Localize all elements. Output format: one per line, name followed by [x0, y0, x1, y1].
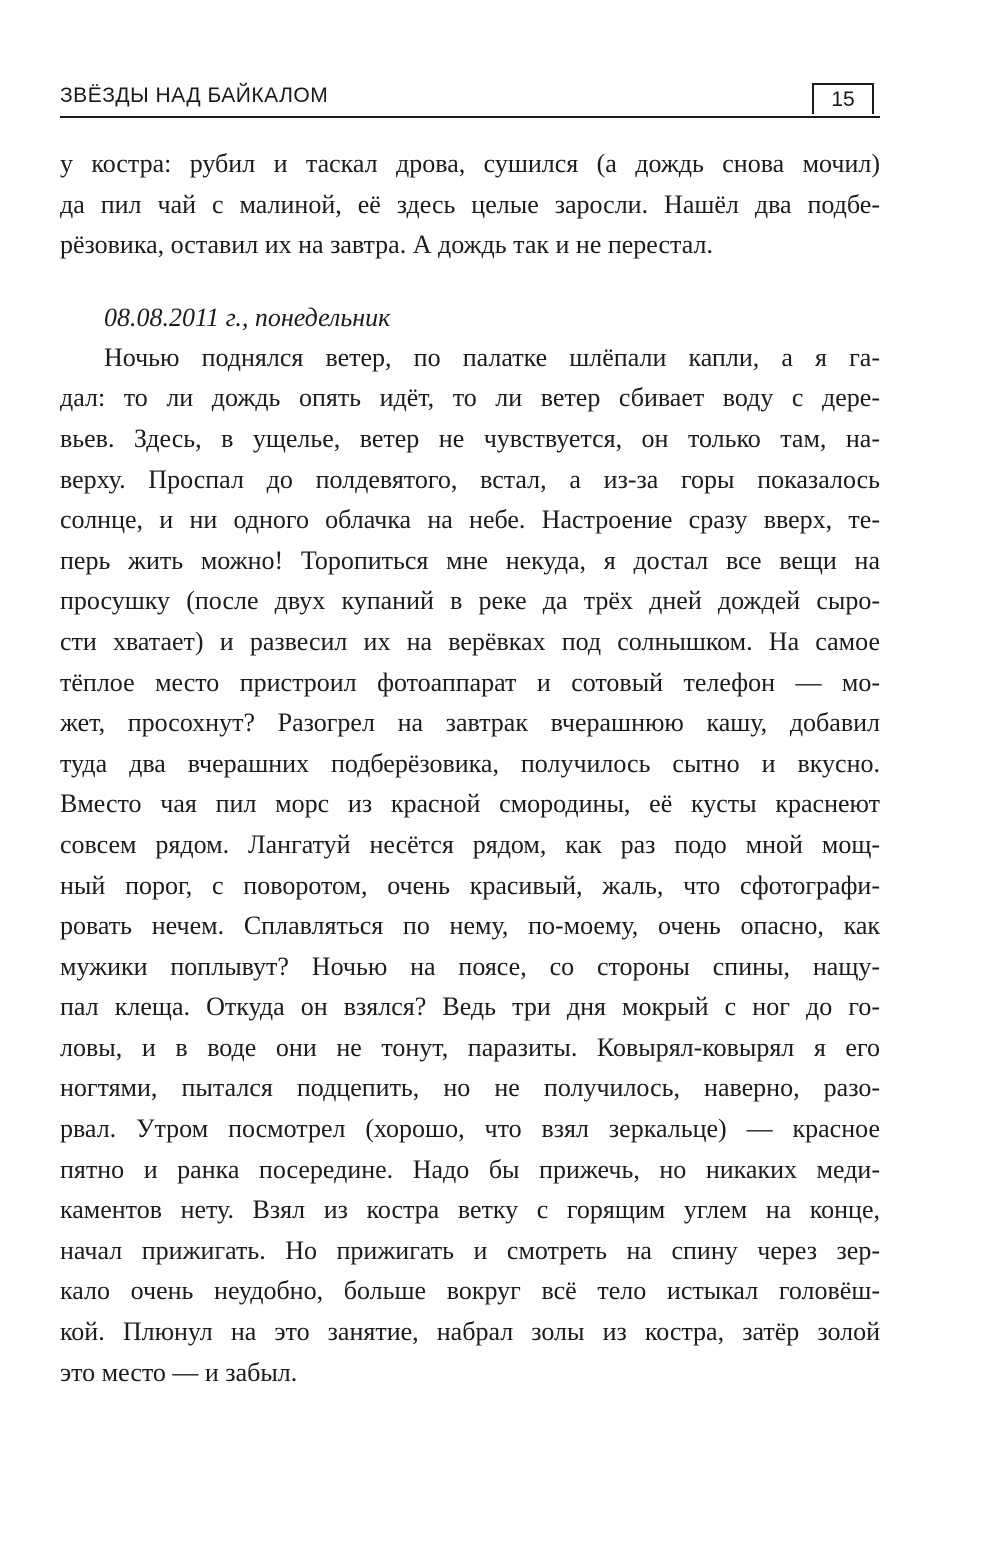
diary-entry-date: 08.08.2011 г., понедельник [104, 302, 391, 332]
section-gap [60, 266, 880, 298]
paragraph-continued [60, 144, 880, 266]
text-line: да пил чай с малиной, её здесь целые заросли. Нашёл два подбе- [60, 189, 880, 219]
text-line: туда два вчерашних подберёзовика, получилось сытно и вкусно. [60, 748, 880, 778]
text-line: перь жить можно! Торопиться мне некуда, я достал все вещи на [60, 545, 880, 575]
paragraph-entry [60, 338, 880, 1393]
text-line: кало очень неудобно, больше вокруг всё тело истыкал головёш- [60, 1276, 880, 1306]
running-header-title: ЗВЁЗДЫ НАД БАЙКАЛОМ [60, 84, 329, 107]
text-line: верху. Проспал до полдевятого, встал, а из-за горы показалось [60, 464, 880, 494]
text-line: пятно и ранка посередине. Надо бы прижечь, но никаких меди- [60, 1154, 880, 1184]
text-line: жет, просохнут? Разогрел на завтрак вчерашнюю кашу, добавил [60, 708, 880, 738]
text-line: солнце, и ни одного облачка на небе. Настроение сразу вверх, те- [60, 505, 880, 535]
header-rule [60, 116, 880, 118]
body-text [60, 144, 880, 1393]
text-line: ногтями, пытался подцепить, но не получилось, наверно, разо- [60, 1073, 880, 1103]
text-line: ный порог, с поворотом, очень красивый, жаль, что сфотографи- [60, 870, 880, 900]
text-line: это место — и забыл. [60, 1357, 298, 1387]
text-line: сти хватает) и развесил их на верёвках под солнышком. На самое [60, 626, 880, 656]
page-number: 15 [812, 83, 874, 114]
text-line: Ночью поднялся ветер, по палатке шлёпали капли, а я га- [104, 342, 880, 372]
text-line: ловы, и в воде они не тонут, паразиты. Ковырял-ковырял я его [60, 1032, 880, 1062]
text-line: рёзовика, оставил их на завтра. А дождь так и не перестал. [60, 230, 713, 260]
running-header [60, 76, 880, 118]
text-line: Вместо чая пил морс из красной смородины, её кусты краснеют [60, 789, 880, 819]
text-line: начал прижигать. Но прижигать и смотреть на спину через зер- [60, 1235, 880, 1265]
text-line: совсем рядом. Лангатуй несётся рядом, как раз подо мной мощ- [60, 829, 880, 859]
text-line: рвал. Утром посмотрел (хорошо, что взял зеркальце) — красное [60, 1114, 880, 1144]
text-line: просушку (после двух купаний в реке да трёх дней дождей сыро- [60, 586, 880, 616]
text-line: тёплое место пристроил фотоаппарат и сотовый телефон — мо- [60, 667, 880, 697]
text-line: пал клеща. Откуда он взялся? Ведь три дня мокрый с ног до го- [60, 992, 880, 1022]
text-line: ровать нечем. Сплавляться по нему, по-моему, очень опасно, как [60, 911, 880, 941]
text-line: у костра: рубил и таскал дрова, сушился (а дождь снова мочил) [60, 149, 880, 178]
text-line: каментов нету. Взял из костра ветку с горящим углем на конце, [60, 1195, 880, 1225]
text-line: вьев. Здесь, в ущелье, ветер не чувствуется, он только там, на- [60, 423, 880, 453]
text-line: мужики поплывут? Ночью на поясе, со стороны спины, нащу- [60, 951, 880, 981]
text-line: дал: то ли дождь опять идёт, то ли ветер сбивает воду с дере- [60, 383, 880, 413]
text-line: кой. Плюнул на это занятие, набрал золы из костра, затёр золой [60, 1317, 880, 1347]
